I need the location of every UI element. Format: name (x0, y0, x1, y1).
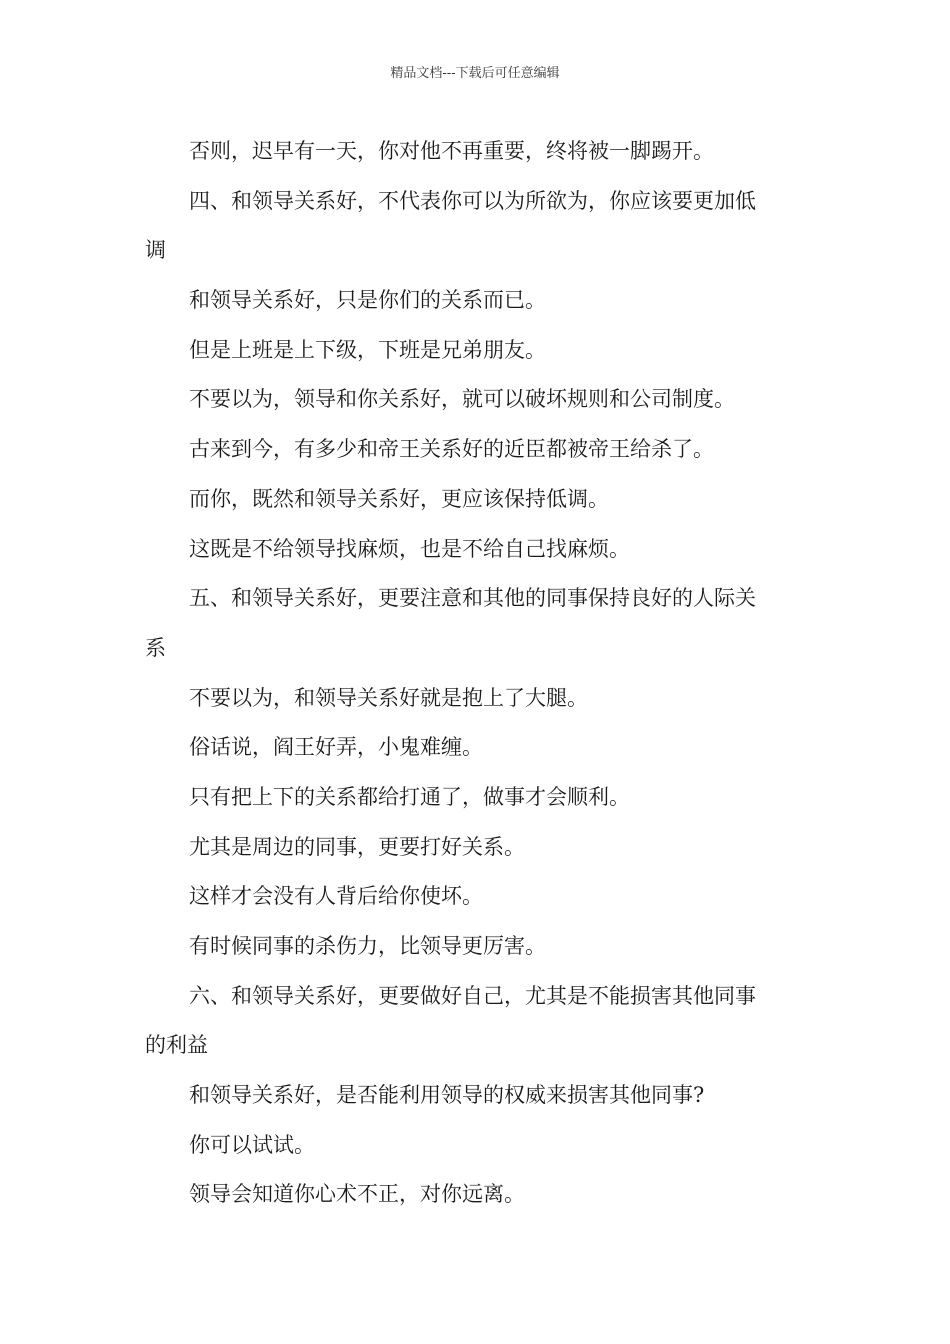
paragraph-line: 但是上班是上下级，下班是兄弟朋友。 (189, 337, 546, 362)
paragraph-line: 古来到今，有多少和帝王关系好的近臣都被帝王给杀了。 (189, 437, 714, 462)
paragraph-line: 这既是不给领导找麻烦，也是不给自己找麻烦。 (189, 536, 630, 561)
paragraph-line: 否则，迟早有一天，你对他不再重要，终将被一脚踢开。 (189, 139, 714, 163)
section-heading-line: 五、和领导关系好，更要注意和其他的同事保持良好的人际关 (189, 586, 756, 611)
page-header: 精品文档---下载后可任意编辑 (390, 66, 560, 81)
paragraph-line: 这样才会没有人背后给你使坏。 (189, 884, 483, 909)
section-heading-continuation: 的利益 (145, 1033, 208, 1058)
paragraph-line: 不要以为，和领导关系好就是抱上了大腿。 (189, 685, 588, 710)
paragraph-line: 俗话说，阎王好弄，小鬼难缠。 (189, 735, 483, 760)
document-body (145, 127, 825, 1220)
paragraph-line: 不要以为，领导和你关系好，就可以破坏规则和公司制度。 (189, 387, 735, 412)
section-heading-continuation: 调 (145, 238, 166, 263)
paragraph-line: 和领导关系好，只是你们的关系而已。 (189, 288, 546, 313)
paragraph-line: 有时候同事的杀伤力，比领导更厉害。 (189, 934, 546, 958)
paragraph-line: 尤其是周边的同事，更要打好关系。 (189, 834, 525, 859)
section-heading-continuation: 系 (145, 635, 166, 660)
paragraph-line: 只有把上下的关系都给打通了，做事才会顺利。 (189, 784, 630, 809)
section-heading-line: 四、和领导关系好，不代表你可以为所欲为，你应该要更加低 (189, 188, 756, 213)
paragraph-line: 你可以试试。 (189, 1132, 315, 1157)
paragraph-line: 而你，既然和领导关系好，更应该保持低调。 (189, 486, 609, 511)
paragraph-line: 领导会知道你心术不正，对你远离。 (189, 1182, 525, 1207)
paragraph-line: 和领导关系好，是否能利用领导的权威来损害其他同事? (189, 1083, 705, 1108)
section-heading-line: 六、和领导关系好，更要做好自己，尤其是不能损害其他同事 (189, 983, 756, 1008)
